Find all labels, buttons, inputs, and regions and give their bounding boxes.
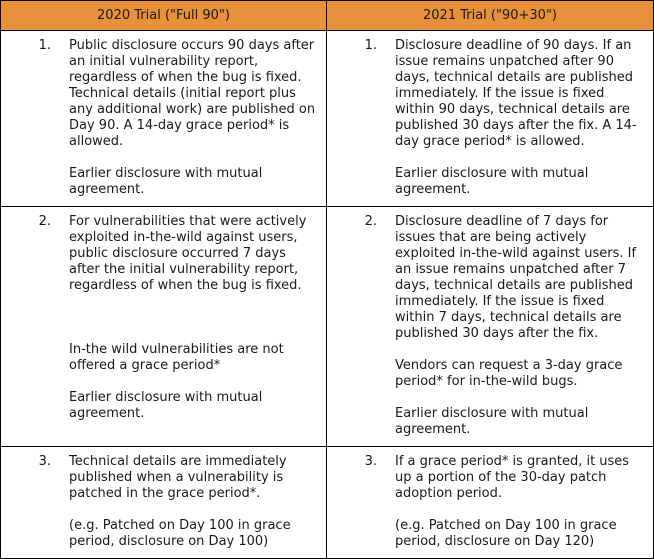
item-number: 2.: [38, 214, 51, 229]
cell-2021-item-3: [327, 447, 654, 559]
cell-text: For vulnerabilities that were actively exploited in-the-wild against users, public disclosure occurred 7 days after the initial vulnerability report, regardless of when the bug is fixed.: [69, 214, 307, 293]
cell-2020-item-3: [1, 447, 327, 559]
cell-2021-item-1: [327, 31, 654, 207]
cell-text: If a grace period* is granted, it uses up a portion of the 30-day patch adoption period.: [395, 454, 630, 501]
cell-2020-item-1: [1, 31, 327, 207]
item-number: 2.: [364, 214, 377, 229]
cell-text: Disclosure deadline of 90 days. If an issue remains unpatched after 90 days, technical details are published immediately. If the issue is fixed within 90 days, technical details are published 30 days after the fix. A 14-day grace period* is allowed.: [395, 38, 637, 149]
header-2021-trial: 2021 Trial ("90+30"): [327, 1, 654, 31]
header-2020-trial: 2020 Trial ("Full 90"): [1, 1, 327, 31]
item-number: 1.: [38, 38, 51, 53]
item-number: 3.: [38, 454, 51, 469]
cell-text: In-the wild vulnerabilities are not offered a grace period*: [69, 342, 284, 373]
table-row: [1, 447, 654, 559]
cell-text: Technical details are immediately published when a vulnerability is patched in the grace period*.: [69, 454, 287, 501]
item-number: 1.: [364, 38, 377, 53]
item-number: 3.: [364, 454, 377, 469]
cell-text: Earlier disclosure with mutual agreement.: [69, 166, 263, 197]
cell-text: Earlier disclosure with mutual agreement.: [395, 406, 589, 437]
cell-2021-item-2: [327, 207, 654, 447]
header-row: [1, 1, 654, 31]
cell-2020-item-2: [1, 207, 327, 447]
table-row: [1, 207, 654, 447]
cell-text: (e.g. Patched on Day 100 in grace period, disclosure on Day 100): [69, 518, 291, 549]
cell-text: (e.g. Patched on Day 100 in grace period, disclosure on Day 120): [395, 518, 617, 549]
cell-text: Public disclosure occurs 90 days after an initial vulnerability report, regardless of when the bug is fixed. Technical details (initial report plus any additional work) are published on Day 90. A 14-day grace period* is allowed.: [69, 38, 316, 149]
cell-text: Earlier disclosure with mutual agreement.: [395, 166, 589, 197]
cell-text: Earlier disclosure with mutual agreement.: [69, 390, 263, 421]
cell-text: Disclosure deadline of 7 days for issues that are being actively exploited in-the-wild against users. If an issue remains unpatched after 7 days, technical details are published immediately. If the issue is fixed within 7 days, technical details are published 30 days after the fix.: [395, 214, 637, 341]
cell-text: Vendors can request a 3-day grace period* for in-the-wild bugs.: [395, 358, 623, 389]
table-row: [1, 31, 654, 207]
